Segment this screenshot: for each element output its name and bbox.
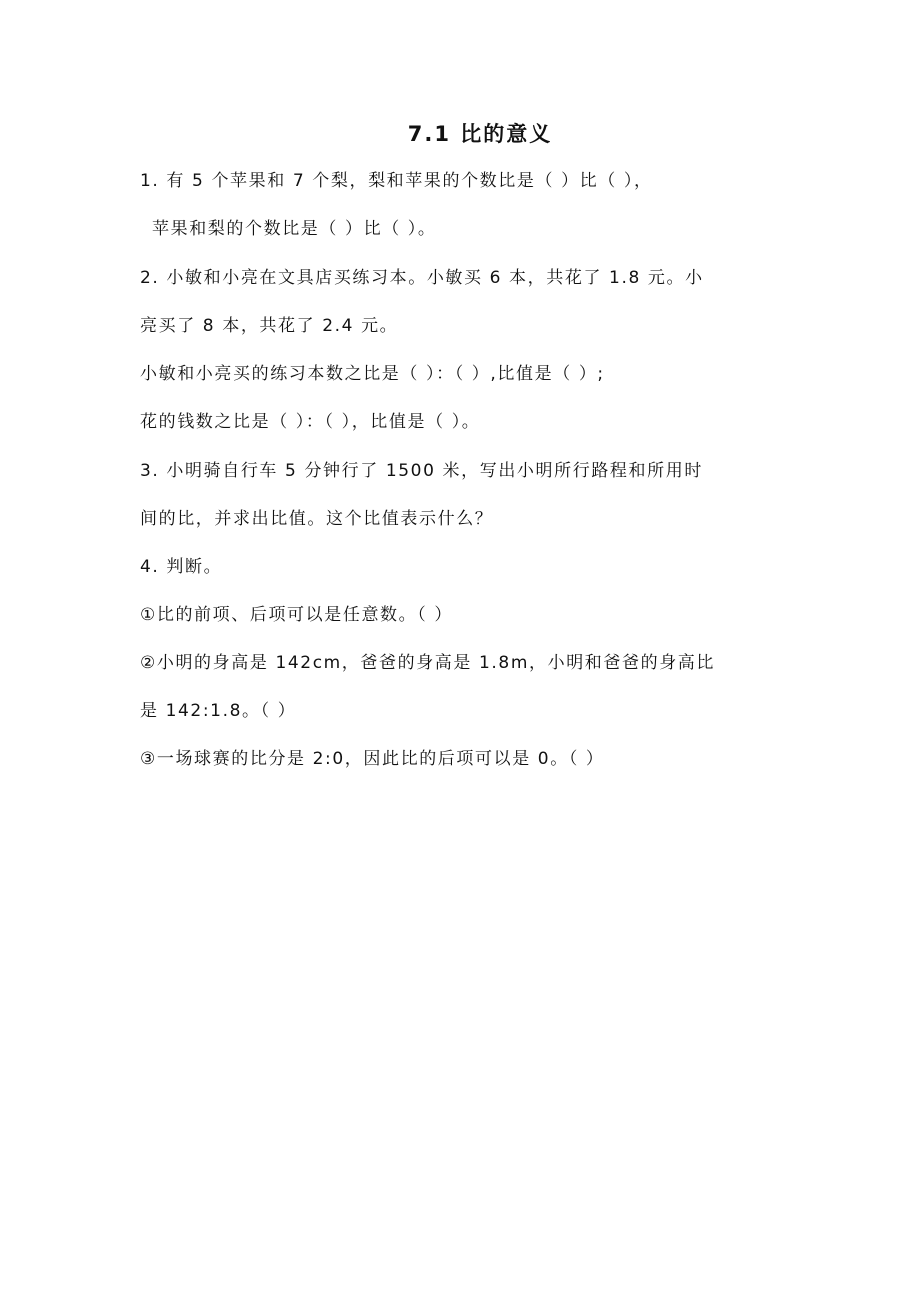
question-4-item-3: ③一场球赛的比分是 2:0，因此比的后项可以是 0。（ ）	[140, 749, 605, 769]
question-1-line-2: 苹果和梨的个数比是（ ）比（ ）。	[152, 219, 437, 239]
page-title: 7.1 比的意义	[407, 122, 553, 146]
question-2-line-3: 小敏和小亮买的练习本数之比是（ ）：（ ）,比值是（ ）;	[140, 364, 605, 384]
question-3-line-1: 3. 小明骑自行车 5 分钟行了 1500 米，写出小明所行路程和所用时	[140, 461, 703, 481]
question-4-item-1: ①比的前项、后项可以是任意数。（ ）	[140, 605, 453, 625]
question-4-item-2-line-1: ②小明的身高是 142cm，爸爸的身高是 1.8m，小明和爸爸的身高比	[140, 653, 715, 673]
question-1-line-1: 1. 有 5 个苹果和 7 个梨，梨和苹果的个数比是（ ）比（ ），	[140, 171, 653, 191]
question-4-item-2-line-2: 是 142:1.8。（ ）	[140, 701, 297, 721]
question-4-heading: 4. 判断。	[140, 557, 223, 577]
question-3-line-2: 间的比，并求出比值。这个比值表示什么？	[140, 509, 494, 529]
question-2-line-2: 亮买了 8 本，共花了 2.4 元。	[140, 316, 399, 336]
question-2-line-4: 花的钱数之比是（ ）：（ ），比值是（ ）。	[140, 412, 481, 432]
question-2-line-1: 2. 小敏和小亮在文具店买练习本。小敏买 6 本，共花了 1.8 元。小	[140, 268, 704, 288]
